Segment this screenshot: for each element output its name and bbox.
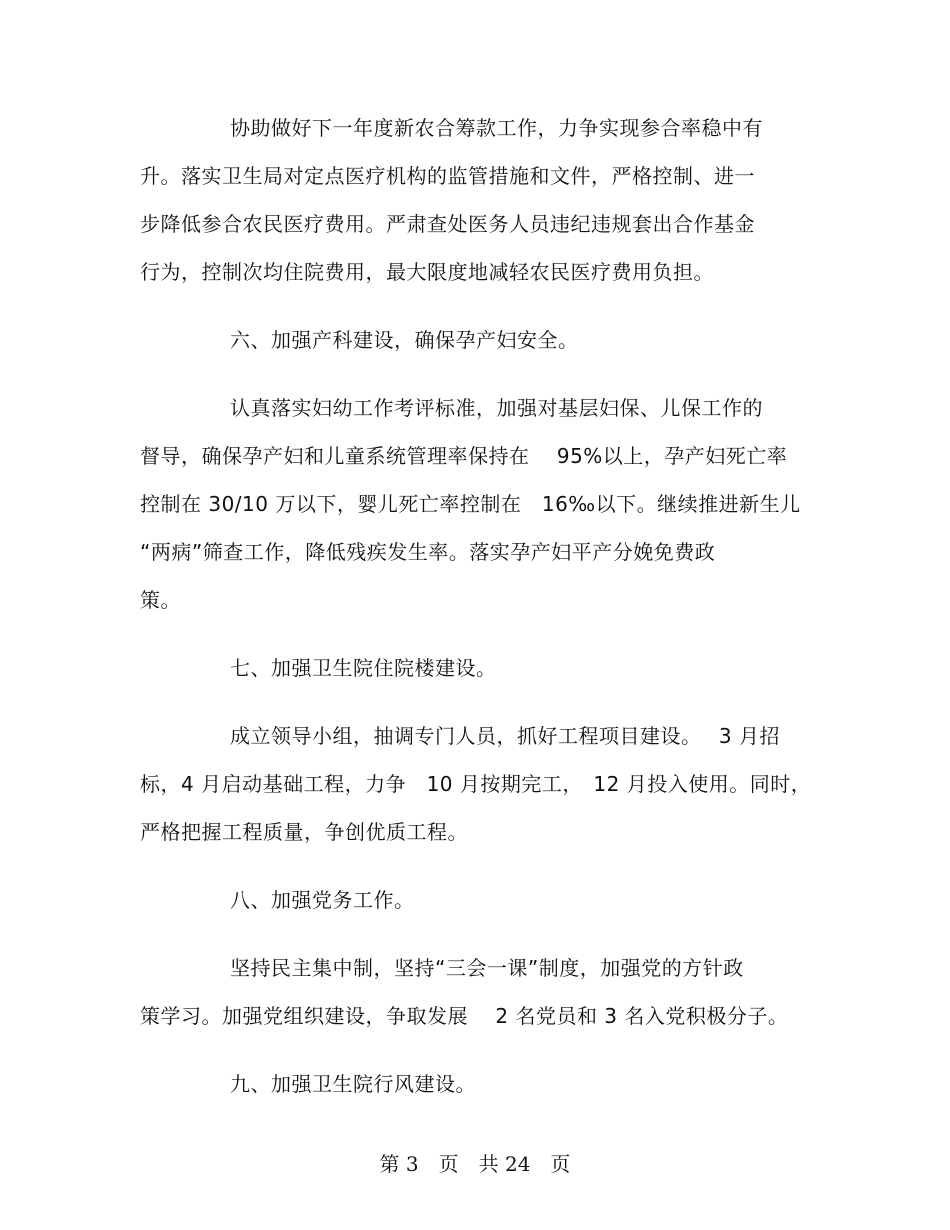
paragraph-line: 行为，控制次均住院费用，最大限度地减轻农民医疗费用负担。 bbox=[140, 260, 714, 284]
paragraph-line: 协助做好下一年度新农合筹款工作，力争实现参合率稳中有 bbox=[230, 116, 763, 140]
paragraph-line: 督导，确保孕产妇和儿童系统管理率保持在 95%以上，孕产妇死亡率 bbox=[140, 444, 788, 468]
paragraph-line: 认真落实妇幼工作考评标准，加强对基层妇保、儿保工作的 bbox=[230, 396, 763, 420]
paragraph-line: 严格把握工程质量，争创优质工程。 bbox=[140, 820, 468, 844]
paragraph-line: 成立领导小组，抽调专门人员，抓好工程项目建设。 3 月招 bbox=[230, 724, 780, 748]
section-heading: 八、加强党务工作。 bbox=[230, 888, 415, 912]
section-heading: 九、加强卫生院行风建设。 bbox=[230, 1072, 476, 1096]
section-heading: 六、加强产科建设，确保孕产妇安全。 bbox=[230, 328, 579, 352]
paragraph-line: 步降低参合农民医疗费用。严肃查处医务人员违纪违规套出合作基金 bbox=[140, 212, 755, 236]
paragraph-line: 策。 bbox=[140, 588, 181, 612]
section-heading: 七、加强卫生院住院楼建设。 bbox=[230, 656, 497, 680]
paragraph-line: “两病”筛查工作，降低残疾发生率。落实孕产妇平产分娩免费政 bbox=[140, 540, 716, 564]
paragraph-line: 升。落实卫生局对定点医疗机构的监管措施和文件，严格控制、进一 bbox=[140, 164, 755, 188]
paragraph-line: 控制在 30/10 万以下，婴儿死亡率控制在 16‰以下。继续推进新生儿 bbox=[140, 492, 801, 516]
paragraph-line: 标，4 月启动基础工程，力争 10 月按期完工， 12 月投入使用。同时， bbox=[140, 772, 812, 796]
paragraph-line: 坚持民主集中制，坚持“三会一课”制度，加强党的方针政 bbox=[230, 956, 744, 980]
paragraph-line: 策学习。加强党组织建设，争取发展 2 名党员和 3 名入党积极分子。 bbox=[140, 1004, 789, 1028]
page-number-footer: 第 3 页 共 24 页 bbox=[379, 1152, 571, 1176]
